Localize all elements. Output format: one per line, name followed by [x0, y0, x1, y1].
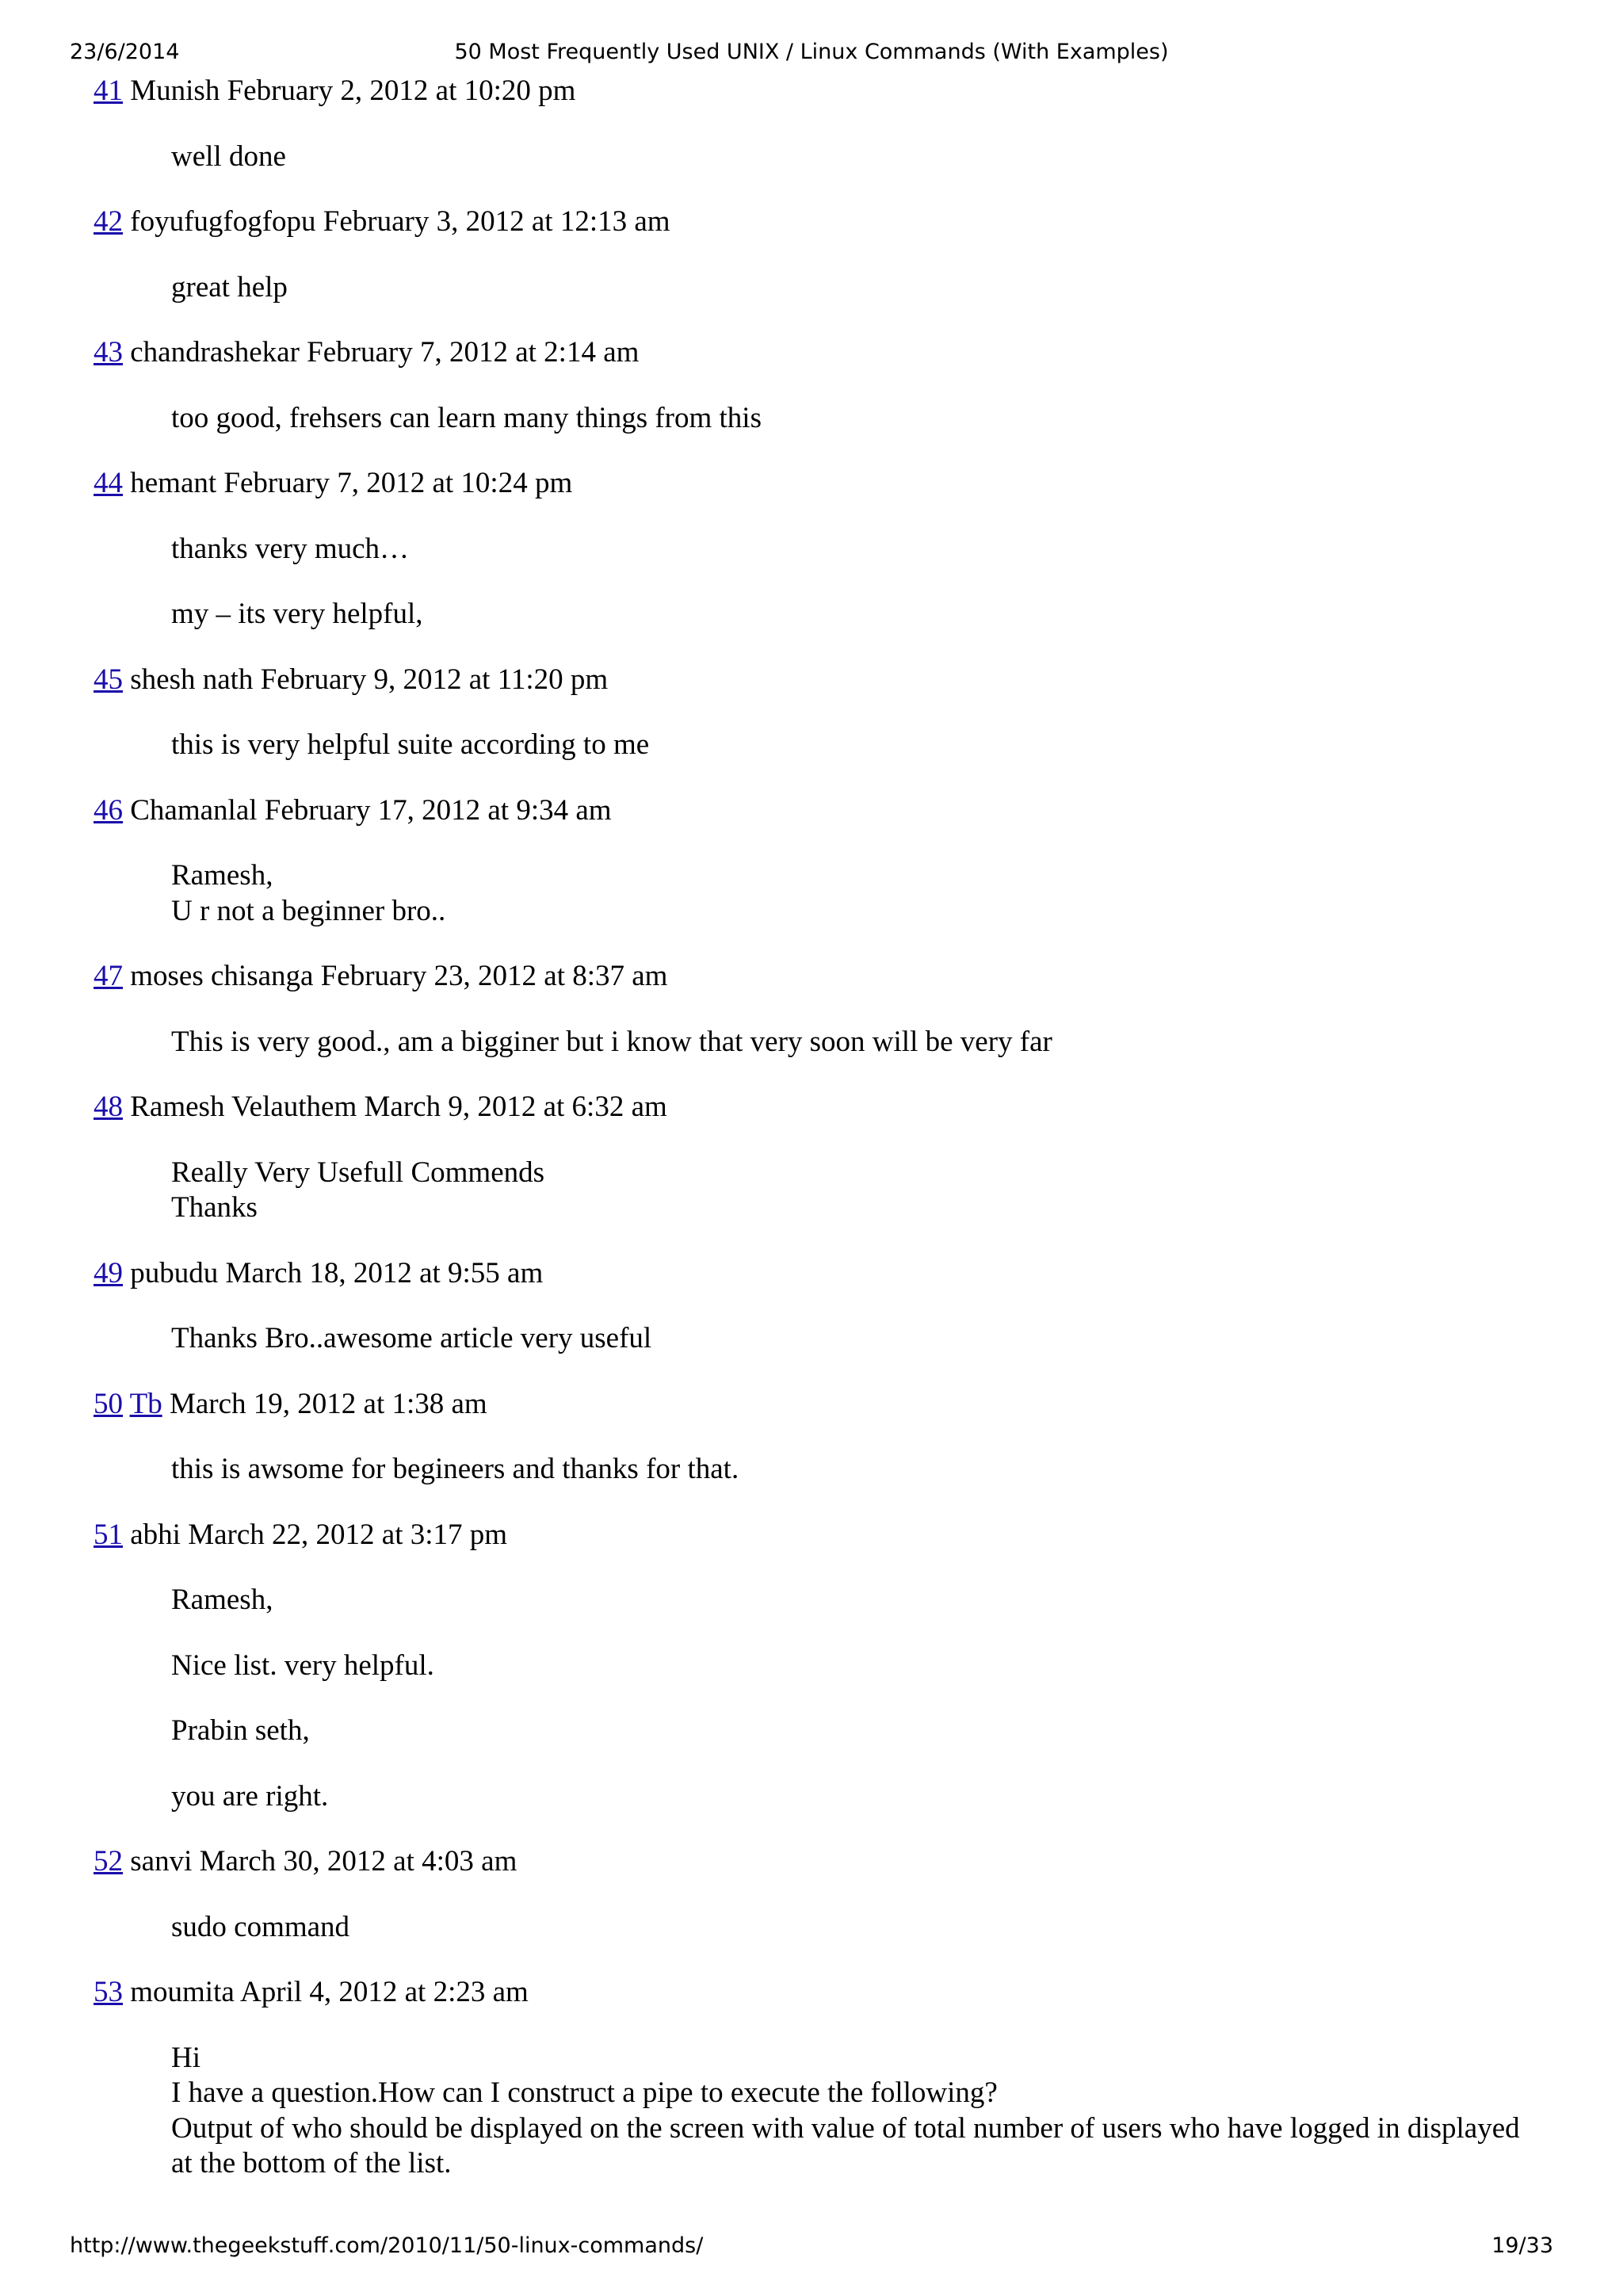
comment-line: Output of who should be displayed on the screen with value of total number of users who have logged in displayed at the bottom of the list.	[171, 2111, 1520, 2179]
comment-item	[94, 1387, 1520, 1488]
print-date: 23/6/2014	[70, 40, 180, 64]
comment-line: this is awsome for begineers and thanks for that.	[171, 1453, 739, 1485]
comment-author: chandrashekar	[130, 336, 300, 369]
comment-meta	[94, 1975, 1520, 2011]
comment-line: U r not a beginner bro..	[171, 894, 446, 927]
comment-author: moumita	[130, 1976, 235, 2008]
comment-line: this is very helpful suite according to me	[171, 728, 650, 761]
comment-body	[171, 728, 1520, 763]
comment-paragraph	[171, 597, 1520, 632]
comment-number-link[interactable]: 48	[94, 1091, 123, 1123]
comment-paragraph	[171, 1156, 1520, 1226]
comment-paragraph	[171, 401, 1520, 437]
comment-paragraph	[171, 1910, 1520, 1946]
comment-paragraph	[171, 1648, 1520, 1684]
comment-line: Nice list. very helpful.	[171, 1648, 434, 1682]
comment-author: abhi	[130, 1518, 181, 1551]
page-header	[70, 38, 1553, 67]
comment-paragraph	[171, 858, 1520, 929]
comment-line: I have a question.How can I construct a pipe to execute the following?	[171, 2076, 998, 2109]
comment-line: Ramesh,	[171, 1584, 273, 1616]
comment-date: February 7, 2012 at 2:14 am	[307, 336, 640, 369]
comment-line: Really Very Usefull Commends	[171, 1156, 545, 1189]
comment-number-link[interactable]: 50	[94, 1387, 123, 1420]
comment-date: February 2, 2012 at 10:20 pm	[227, 74, 576, 107]
comment-author: pubudu	[130, 1256, 219, 1289]
comment-author: Ramesh Velauthem	[130, 1091, 357, 1123]
comment-line: sudo command	[171, 1910, 350, 1943]
comment-list	[94, 74, 1520, 2212]
comment-line: thanks very much…	[171, 532, 410, 565]
comment-number-link[interactable]: 41	[94, 74, 123, 107]
comment-number-link[interactable]: 49	[94, 1256, 123, 1289]
comment-meta	[94, 793, 1520, 829]
comment-paragraph	[171, 1583, 1520, 1618]
comment-item	[94, 74, 1520, 174]
comment-author: moses chisanga	[130, 960, 314, 992]
comment-body	[171, 401, 1520, 437]
comment-line: Prabin seth,	[171, 1714, 310, 1747]
comment-body	[171, 270, 1520, 306]
comment-date: February 23, 2012 at 8:37 am	[320, 960, 668, 992]
comment-item	[94, 959, 1520, 1060]
comment-date: April 4, 2012 at 2:23 am	[240, 1976, 529, 2008]
comment-meta	[94, 1387, 1520, 1423]
comment-body	[171, 2041, 1520, 2182]
document-title: 50 Most Frequently Used UNIX / Linux Commands (With Examples)	[454, 40, 1169, 64]
comment-author: shesh nath	[130, 663, 254, 696]
comment-date: March 19, 2012 at 1:38 am	[169, 1387, 487, 1420]
comment-paragraph	[171, 532, 1520, 567]
comment-meta	[94, 204, 1520, 240]
comment-number-link[interactable]: 46	[94, 793, 123, 827]
comment-number-link[interactable]: 42	[94, 205, 123, 238]
comment-paragraph	[171, 1025, 1520, 1060]
comment-body	[171, 1156, 1520, 1226]
comment-meta	[94, 74, 1520, 109]
comment-paragraph	[171, 139, 1520, 175]
comment-number-link[interactable]: 44	[94, 467, 123, 499]
comment-date: February 3, 2012 at 12:13 am	[323, 205, 670, 238]
comment-date: March 30, 2012 at 4:03 am	[199, 1845, 517, 1878]
comment-paragraph	[171, 2041, 1520, 2182]
comment-number-link[interactable]: 51	[94, 1518, 123, 1551]
comment-item	[94, 1090, 1520, 1226]
comment-body	[171, 1910, 1520, 1946]
comment-line: This is very good., am a bigginer but i know that very soon will be very far	[171, 1025, 1052, 1058]
comment-paragraph	[171, 1452, 1520, 1488]
comment-paragraph	[171, 1713, 1520, 1749]
comment-author: sanvi	[130, 1845, 193, 1878]
comment-body	[171, 1583, 1520, 1814]
comment-line: Thanks Bro..awesome article very useful	[171, 1322, 652, 1354]
comment-item	[94, 663, 1520, 763]
comment-date: February 17, 2012 at 9:34 am	[264, 793, 612, 827]
comment-paragraph	[171, 1779, 1520, 1815]
comment-author: Munish	[130, 74, 220, 107]
comment-line: my – its very helpful,	[171, 598, 423, 630]
comment-body	[171, 139, 1520, 175]
comment-number-link[interactable]: 43	[94, 336, 123, 369]
comment-body	[171, 1452, 1520, 1488]
comment-paragraph	[171, 1321, 1520, 1357]
page-number: 19/33	[1491, 2233, 1553, 2258]
comment-number-link[interactable]: 47	[94, 960, 123, 992]
comment-meta	[94, 1256, 1520, 1292]
page-url: http://www.thegeekstuff.com/2010/11/50-linux-commands/	[70, 2233, 704, 2258]
comment-meta	[94, 1518, 1520, 1553]
comment-date: March 18, 2012 at 9:55 am	[225, 1256, 544, 1289]
comment-meta	[94, 466, 1520, 502]
comment-meta	[94, 959, 1520, 995]
comment-meta	[94, 663, 1520, 698]
comment-author: foyufugfogfopu	[130, 205, 316, 238]
comment-meta	[94, 1844, 1520, 1880]
comment-number-link[interactable]: 52	[94, 1845, 123, 1878]
comment-date: March 22, 2012 at 3:17 pm	[188, 1518, 508, 1551]
comment-author: Chamanlal	[130, 793, 258, 827]
comment-line: Thanks	[171, 1191, 258, 1224]
comment-meta	[94, 1090, 1520, 1125]
page-footer	[70, 2232, 1553, 2260]
comment-item	[94, 204, 1520, 305]
comment-date: February 7, 2012 at 10:24 pm	[223, 467, 573, 499]
comment-line: Ramesh,	[171, 859, 273, 892]
comment-body	[171, 1025, 1520, 1060]
comment-item	[94, 1256, 1520, 1357]
comment-meta	[94, 335, 1520, 371]
comment-number-link[interactable]: 45	[94, 663, 123, 696]
comment-item	[94, 466, 1520, 632]
comment-line: too good, frehsers can learn many things from this	[171, 401, 762, 434]
comment-item	[94, 1518, 1520, 1815]
comment-body	[171, 532, 1520, 632]
comment-date: February 9, 2012 at 11:20 pm	[260, 663, 609, 696]
comment-item	[94, 335, 1520, 436]
comment-item	[94, 1844, 1520, 1945]
comment-line: well done	[171, 139, 286, 173]
comment-item	[94, 793, 1520, 930]
comment-body	[171, 858, 1520, 929]
comment-author: hemant	[130, 467, 217, 499]
comment-line: Hi	[171, 2041, 200, 2074]
comment-author-link[interactable]: Tb	[129, 1387, 162, 1420]
comment-item	[94, 1975, 1520, 2182]
comment-line: great help	[171, 270, 288, 304]
comment-date: March 9, 2012 at 6:32 am	[364, 1091, 667, 1123]
comment-line: you are right.	[171, 1779, 329, 1813]
comment-paragraph	[171, 728, 1520, 763]
comment-paragraph	[171, 270, 1520, 306]
comment-number-link[interactable]: 53	[94, 1976, 123, 2008]
comment-body	[171, 1321, 1520, 1357]
